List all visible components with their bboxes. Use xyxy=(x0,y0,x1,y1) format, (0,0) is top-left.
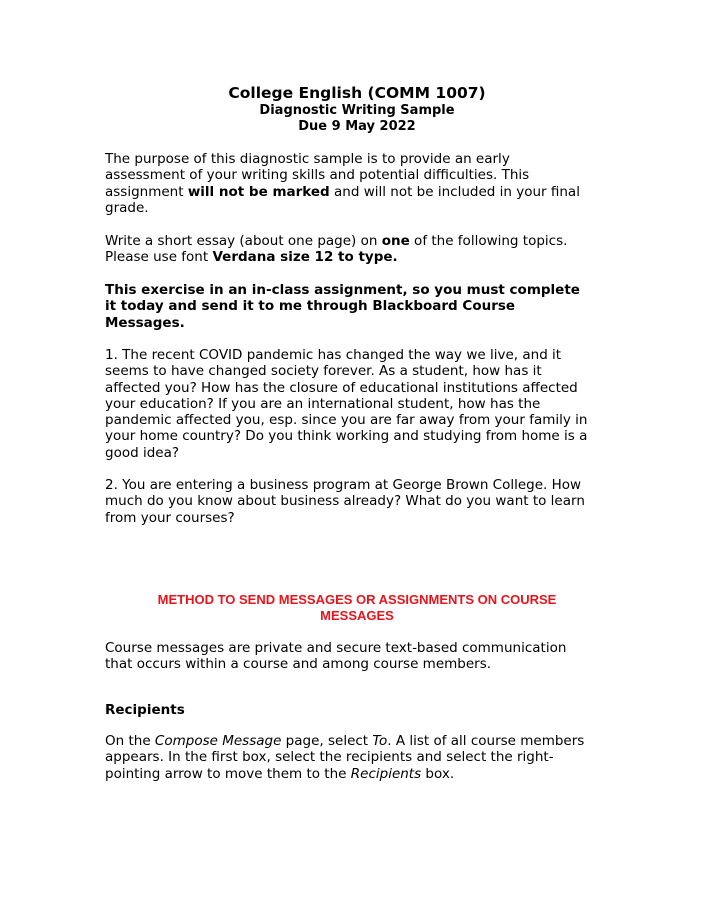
recipients-line: appears. In the first box, select the recipients and select the right- xyxy=(105,749,554,766)
intro-line xyxy=(105,184,625,200)
document-subtitle: Diagnostic Writing Sample xyxy=(259,103,455,118)
topic-1-line: affected you? How has the closure of educational institutions affected xyxy=(105,379,578,396)
method-description-line: Course messages are private and secure text-based communication xyxy=(105,640,567,656)
instructions-emphasis: Verdana size 12 to type. xyxy=(212,249,398,266)
recipients-text: pointing arrow to move them to the xyxy=(105,765,351,782)
intro-emphasis: will not be marked xyxy=(187,183,330,200)
instructions-paragraph xyxy=(105,233,625,266)
topic-1-line: seems to have changed society forever. As a student, how has it xyxy=(105,363,542,380)
topic-2-line: from your courses? xyxy=(105,509,235,526)
intro-paragraph xyxy=(105,151,625,216)
method-heading-continued: MESSAGES xyxy=(320,608,394,623)
recipients-text: box. xyxy=(421,765,455,782)
topic-2-line: much do you know about business already? What do you want to learn xyxy=(105,493,585,510)
to-term: To xyxy=(372,733,388,749)
intro-line: The purpose of this diagnostic sample is to provide an early xyxy=(105,151,510,167)
recipients-term: Recipients xyxy=(350,765,422,782)
topic-1-line: your home country? Do you think working and studying from home is a xyxy=(105,428,588,445)
method-description-line: that occurs within a course and among course members. xyxy=(105,656,492,673)
method-description xyxy=(105,640,625,673)
recipients-text: On the xyxy=(105,733,155,749)
recipients-paragraph xyxy=(105,733,625,782)
intro-line: grade. xyxy=(105,199,149,216)
topic-2-paragraph xyxy=(105,477,625,526)
topic-1-paragraph xyxy=(105,347,625,461)
recipients-line xyxy=(105,766,625,782)
topic-1-line: pandemic affected you, esp. since you are far away from your family in xyxy=(105,412,588,429)
instructions-line xyxy=(105,233,625,249)
recipients-text: . A list of all course members xyxy=(387,733,585,749)
recipients-heading: Recipients xyxy=(105,702,185,718)
notice-paragraph xyxy=(105,282,625,331)
intro-text: assignment xyxy=(105,183,188,200)
topic-1-line: good idea? xyxy=(105,444,180,461)
instructions-line xyxy=(105,249,625,265)
topic-1-line: 1. The recent COVID pandemic has changed the way we live, and it xyxy=(105,347,562,363)
method-heading: METHOD TO SEND MESSAGES OR ASSIGNMENTS ON COURSE xyxy=(157,592,557,607)
intro-line: assessment of your writing skills and potential difficulties. This xyxy=(105,167,530,184)
instructions-text: Write a short essay (about one page) on xyxy=(105,233,382,249)
notice-line: This exercise in an in-class assignment, so you must complete xyxy=(105,282,580,298)
notice-line: it today and send it to me through Blackboard Course xyxy=(105,298,516,315)
intro-text: and will not be included in your final xyxy=(329,183,580,200)
topic-2-line: 2. You are entering a business program at George Brown College. How xyxy=(105,477,582,493)
recipients-line xyxy=(105,733,625,749)
recipients-text: page, select xyxy=(281,733,373,749)
document-title: College English (COMM 1007) xyxy=(228,84,486,102)
instructions-text: of the following topics. xyxy=(409,233,568,249)
instructions-emphasis: one xyxy=(381,233,410,249)
topic-1-line: your education? If you are an international student, how has the xyxy=(105,395,541,412)
due-date: Due 9 May 2022 xyxy=(298,119,416,134)
compose-message-term: Compose Message xyxy=(154,733,282,749)
instructions-text: Please use font xyxy=(105,249,213,266)
notice-line: Messages. xyxy=(105,314,185,331)
